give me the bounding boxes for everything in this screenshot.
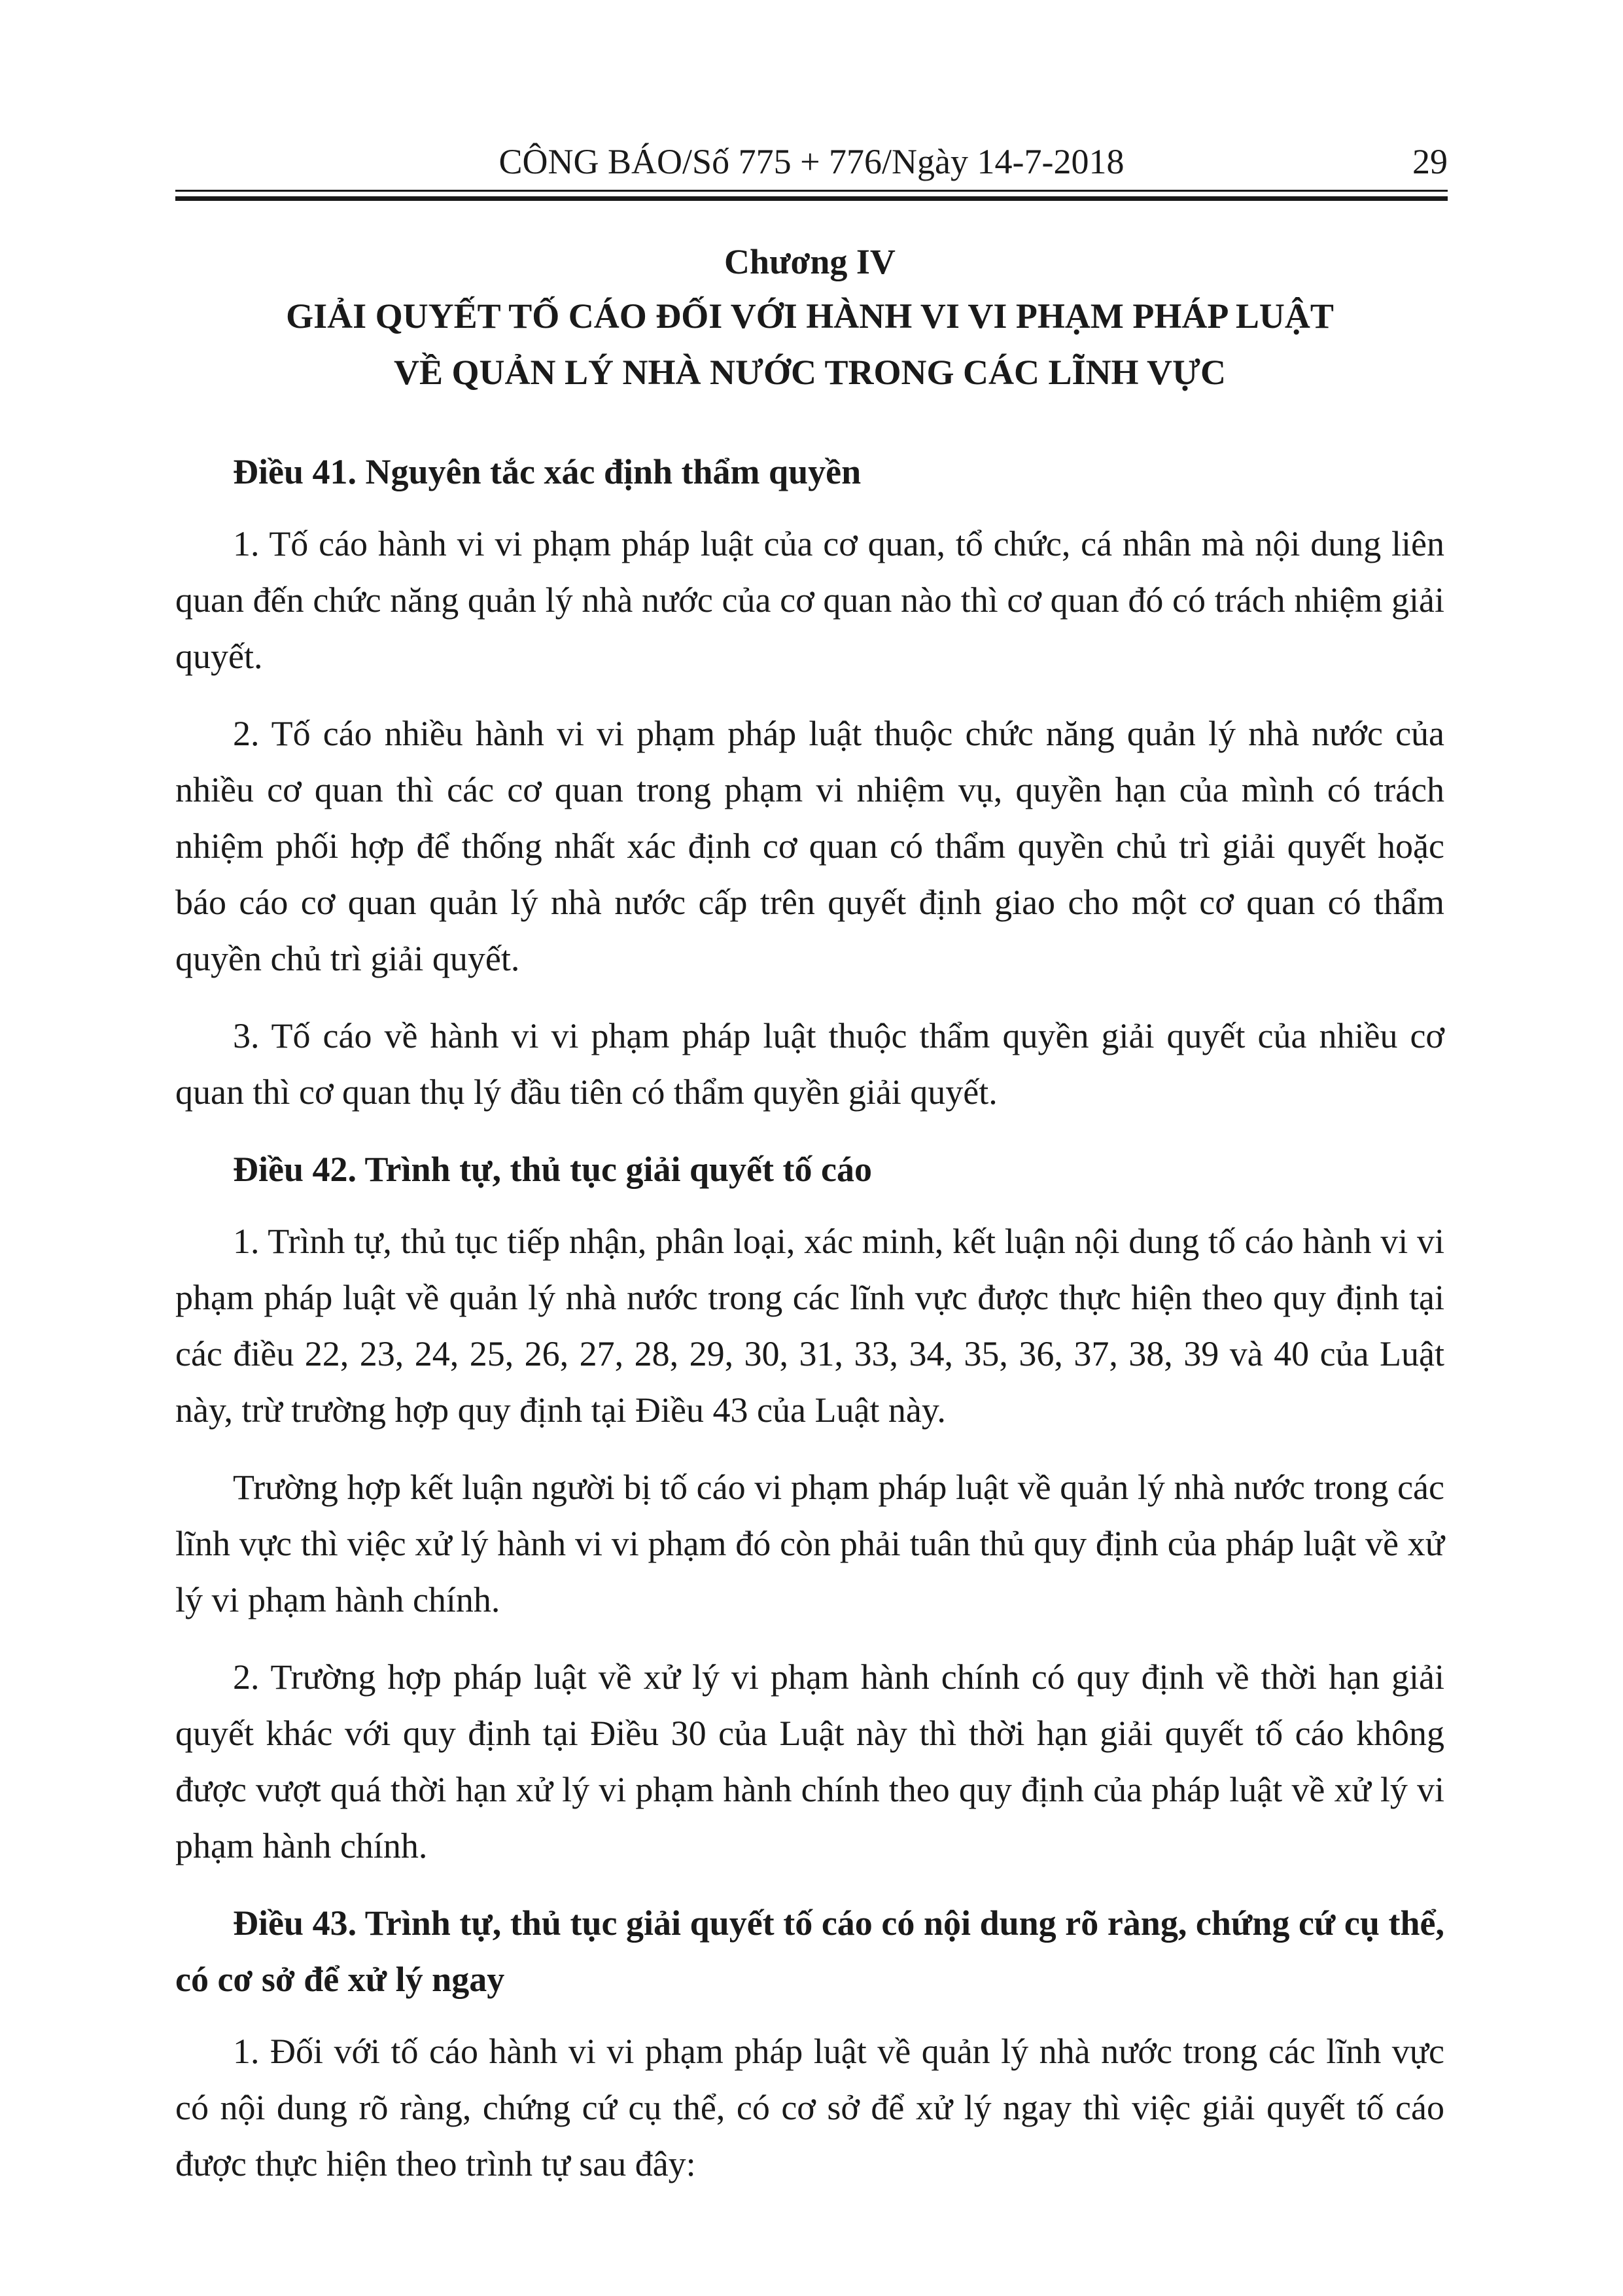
chapter-label: Chương IV: [724, 242, 896, 281]
chapter-title: [175, 288, 1444, 400]
gazette-header-title: CÔNG BÁO/Số 775 + 776/Ngày 14-7-2018: [498, 142, 1125, 181]
article-41-paragraph-1: 1. Tố cáo hành vi vi phạm pháp luật của cơ quan, tổ chức, cá nhân mà nội dung liên quan đến chức năng quản lý nhà nước của cơ quan nào thì cơ quan đó có trách nhiệm giải quyết.: [175, 524, 1444, 676]
article-41-paragraph-2: 2. Tố cáo nhiều hành vi vi phạm pháp luật thuộc chức năng quản lý nhà nước của nhiều cơ quan thì các cơ quan trong phạm vi nhiệm vụ, quyền hạn của mình có trách nhiệm phối hợp để thống nhất xác định cơ quan có thẩm quyền chủ trì giải quyết hoặc báo cáo cơ quan quản lý nhà nước cấp trên quyết định giao cho một cơ quan có thẩm quyền chủ trì giải quyết.: [175, 714, 1444, 978]
page-number: 29: [1412, 142, 1448, 181]
article-43-heading: Điều 43. Trình tự, thủ tục giải quyết tố cáo có nội dung rõ ràng, chứng cứ cụ thể, có cơ sở để xử lý ngay: [175, 1903, 1444, 1999]
chapter-title-line-1: GIẢI QUYẾT TỐ CÁO ĐỐI VỚI HÀNH VI VI PHẠM PHÁP LUẬT: [286, 296, 1334, 336]
header-rule-thin: [175, 190, 1448, 192]
page-content: [175, 236, 1444, 2192]
article-41-paragraph-3: 3. Tố cáo về hành vi vi phạm pháp luật thuộc thẩm quyền giải quyết của nhiều cơ quan thì cơ quan thụ lý đầu tiên có thẩm quyền giải quyết.: [175, 1016, 1444, 1112]
article-42-paragraph-1: 1. Trình tự, thủ tục tiếp nhận, phân loại, xác minh, kết luận nội dung tố cáo hành vi vi phạm pháp luật về quản lý nhà nước trong các lĩnh vực được thực hiện theo quy định tại các điều 22, 23, 24, 25, 26, 27, 28, 29, 30, 31, 33, 34, 35, 36, 37, 38, 39 và 40 của Luật này, trừ trường hợp quy định tại Điều 43 của Luật này.: [175, 1222, 1444, 1430]
article-42-paragraph-3: 2. Trường hợp pháp luật về xử lý vi phạm hành chính có quy định về thời hạn giải quyết khác với quy định tại Điều 30 của Luật này thì thời hạn giải quyết tố cáo không được vượt quá thời hạn xử lý vi phạm hành chính theo quy định của pháp luật về xử lý vi phạm hành chính.: [175, 1657, 1444, 1865]
chapter-title-line-2: VỀ QUẢN LÝ NHÀ NƯỚC TRONG CÁC LĨNH VỰC: [393, 353, 1227, 392]
header-rule-thick: [175, 196, 1448, 201]
page-header: [175, 139, 1448, 185]
article-43-paragraph-1: 1. Đối với tố cáo hành vi vi phạm pháp luật về quản lý nhà nước trong các lĩnh vực có nội dung rõ ràng, chứng cứ cụ thể, có cơ sở để xử lý ngay thì việc giải quyết tố cáo được thực hiện theo trình tự sau đây:: [175, 2032, 1444, 2183]
article-42-heading: Điều 42. Trình tự, thủ tục giải quyết tố cáo: [233, 1150, 872, 1189]
article-42-paragraph-2: Trường hợp kết luận người bị tố cáo vi phạm pháp luật về quản lý nhà nước trong các lĩnh vực thì việc xử lý hành vi vi phạm đó còn phải tuân thủ quy định của pháp luật về xử lý vi phạm hành chính.: [175, 1468, 1444, 1619]
article-41-heading: Điều 41. Nguyên tắc xác định thẩm quyền: [233, 452, 862, 491]
